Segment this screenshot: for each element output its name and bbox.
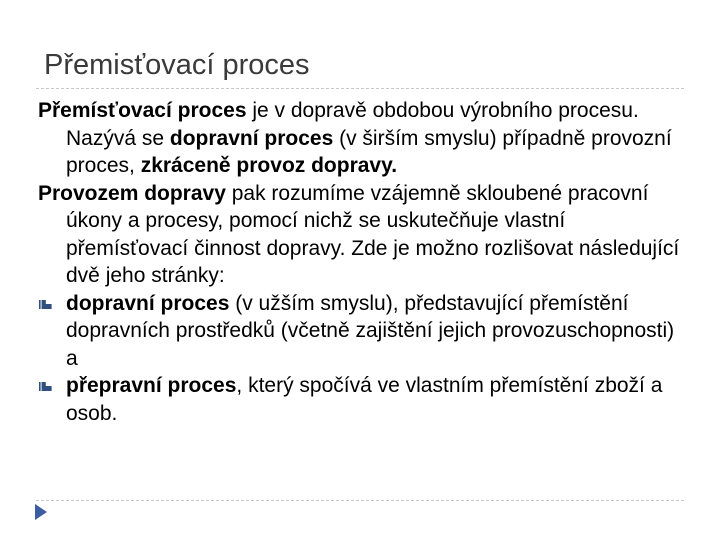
p1-bold-2: dopravní proces — [169, 126, 334, 150]
footer-divider — [36, 500, 684, 501]
paragraph-1 — [38, 97, 688, 180]
flag-bullet-icon — [39, 382, 52, 391]
title-divider — [36, 88, 684, 89]
bullet-item-1 — [38, 290, 688, 373]
p1-bold-1: Přemísťovací proces — [38, 99, 247, 122]
p1-text-2: (v širším smyslu) případně provozní proces, — [66, 126, 672, 177]
bullet-1-bold: dopravní proces — [66, 291, 230, 315]
p1-text-1: je v dopravě obdobou výrobního procesu. Nazývá se — [66, 99, 639, 150]
p1-bold-3: zkráceně provoz dopravy. — [140, 154, 398, 177]
slide-title: Přemisťovací proces — [44, 49, 310, 81]
flag-bullet-icon — [39, 300, 52, 309]
play-triangle-icon — [34, 503, 48, 521]
slide-body — [38, 97, 688, 427]
bullet-2-text: , který spočívá ve vlastním přemístění zboží a osob. — [66, 374, 663, 425]
bullet-2-bold: přepravní proces — [66, 374, 237, 397]
bullet-1-text: (v užším smyslu), představující přemístění dopravních prostředků (včetně zajištění jejich provozuschopnosti) a — [66, 291, 675, 370]
p2-text-1: pak rozumíme vzájemně skloubené pracovní úkony a procesy, pomocí nichž se uskutečňuje vlastní přemísťovací činnost dopravy. Zde je možno rozlišovat následující dvě jeho stránky: — [66, 181, 680, 287]
p2-bold-1: Provozem dopravy — [38, 181, 226, 205]
bullet-item-2 — [38, 372, 688, 427]
paragraph-2 — [38, 180, 688, 290]
